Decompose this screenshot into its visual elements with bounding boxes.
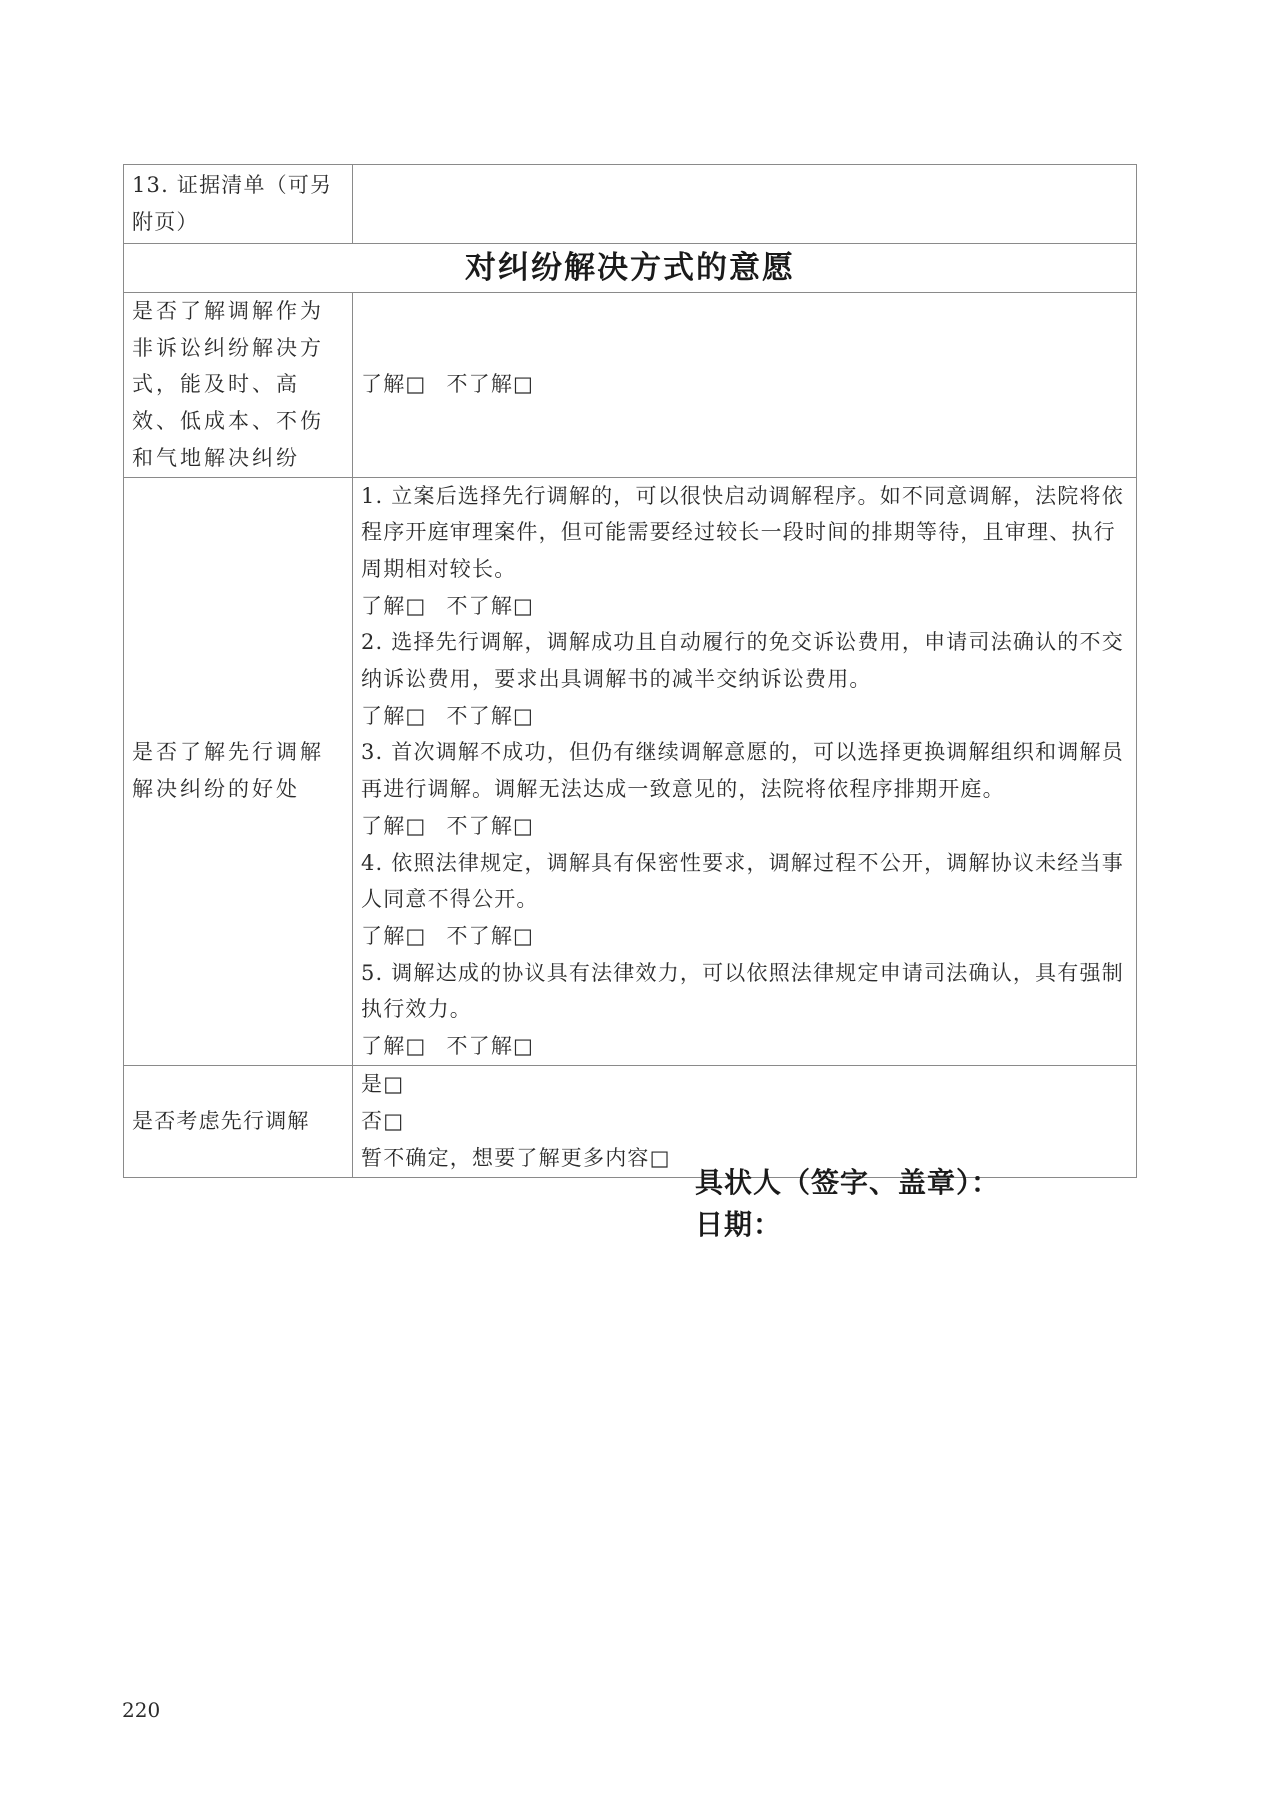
evidence-list-field[interactable] xyxy=(353,165,1137,244)
evidence-list-row xyxy=(124,165,1137,244)
date-label: 日期： xyxy=(695,1208,783,1241)
benefit-4-understand-checkbox[interactable]: 了解□ xyxy=(361,923,427,948)
understand-checkbox[interactable]: 了解□ xyxy=(361,372,427,397)
benefit-5-not-understand-checkbox[interactable]: 不了解□ xyxy=(446,1034,535,1059)
section-heading-row xyxy=(124,244,1137,293)
consider-no-checkbox[interactable]: 否□ xyxy=(361,1108,405,1133)
benefit-item-3-text: 3. 首次调解不成功，但仍有继续调解意愿的，可以选择更换调解组织和调解员再进行调解。调解无法达成一致意见的，法院将依程序排期开庭。 xyxy=(361,740,1124,802)
understand-mediation-row xyxy=(124,293,1137,478)
benefit-item-2-text: 2. 选择先行调解，调解成功且自动履行的免交诉讼费用，申请司法确认的不交纳诉讼费用，要求出具调解书的减半交纳诉讼费用。 xyxy=(361,630,1124,692)
benefit-2-not-understand-checkbox[interactable]: 不了解□ xyxy=(446,703,535,728)
benefit-4-not-understand-checkbox[interactable]: 不了解□ xyxy=(446,923,535,948)
consider-mediation-options xyxy=(353,1065,1137,1177)
consider-mediation-row xyxy=(124,1065,1137,1177)
signer-label: 具状人（签字、盖章）： xyxy=(695,1166,1001,1199)
benefit-3-not-understand-checkbox[interactable]: 不了解□ xyxy=(446,813,535,838)
benefit-item-5-text: 5. 调解达成的协议具有法律效力，可以依照法律规定申请司法确认，具有强制执行效力。 xyxy=(361,960,1124,1022)
consider-undecided-checkbox[interactable]: 暂不确定，想要了解更多内容□ xyxy=(361,1145,671,1170)
mediation-form-table xyxy=(123,164,1137,1178)
benefit-item-5-options xyxy=(361,1028,1128,1065)
benefit-item-1-text: 1. 立案后选择先行调解的，可以很快启动调解程序。如不同意调解，法院将依程序开庭审理案件，但可能需要经过较长一段时间的排期等待，且审理、执行周期相对较长。 xyxy=(361,483,1124,581)
page-number: 220 xyxy=(122,1698,161,1722)
benefit-5-understand-checkbox[interactable]: 了解□ xyxy=(361,1034,427,1059)
benefit-item-4-text: 4. 依照法律规定，调解具有保密性要求，调解过程不公开，调解协议未经当事人同意不得公开。 xyxy=(361,850,1124,912)
consider-mediation-label: 是否考虑先行调解 xyxy=(124,1065,353,1177)
understand-mediation-label: 是否了解调解作为非诉讼纠纷解决方式，能及时、高效、低成本、不伤和气地解决纠纷 xyxy=(124,293,353,478)
benefit-1-not-understand-checkbox[interactable]: 不了解□ xyxy=(446,593,535,618)
understand-mediation-options xyxy=(353,293,1137,478)
benefit-item-1-options xyxy=(361,588,1128,625)
not-understand-checkbox[interactable]: 不了解□ xyxy=(446,372,535,397)
section-heading: 对纠纷解决方式的意愿 xyxy=(124,244,1137,293)
signature-block xyxy=(695,1162,1000,1246)
consider-yes-checkbox[interactable]: 是□ xyxy=(361,1072,405,1097)
mediation-benefits-label: 是否了解先行调解解决纠纷的好处 xyxy=(124,477,353,1065)
benefit-item-3-options xyxy=(361,808,1128,845)
evidence-list-label: 13. 证据清单（可另附页） xyxy=(124,165,353,244)
benefit-2-understand-checkbox[interactable]: 了解□ xyxy=(361,703,427,728)
benefit-3-understand-checkbox[interactable]: 了解□ xyxy=(361,813,427,838)
mediation-benefits-items xyxy=(353,477,1137,1065)
benefit-1-understand-checkbox[interactable]: 了解□ xyxy=(361,593,427,618)
mediation-benefits-row xyxy=(124,477,1137,1065)
benefit-item-4-options xyxy=(361,918,1128,955)
benefit-item-2-options xyxy=(361,698,1128,735)
